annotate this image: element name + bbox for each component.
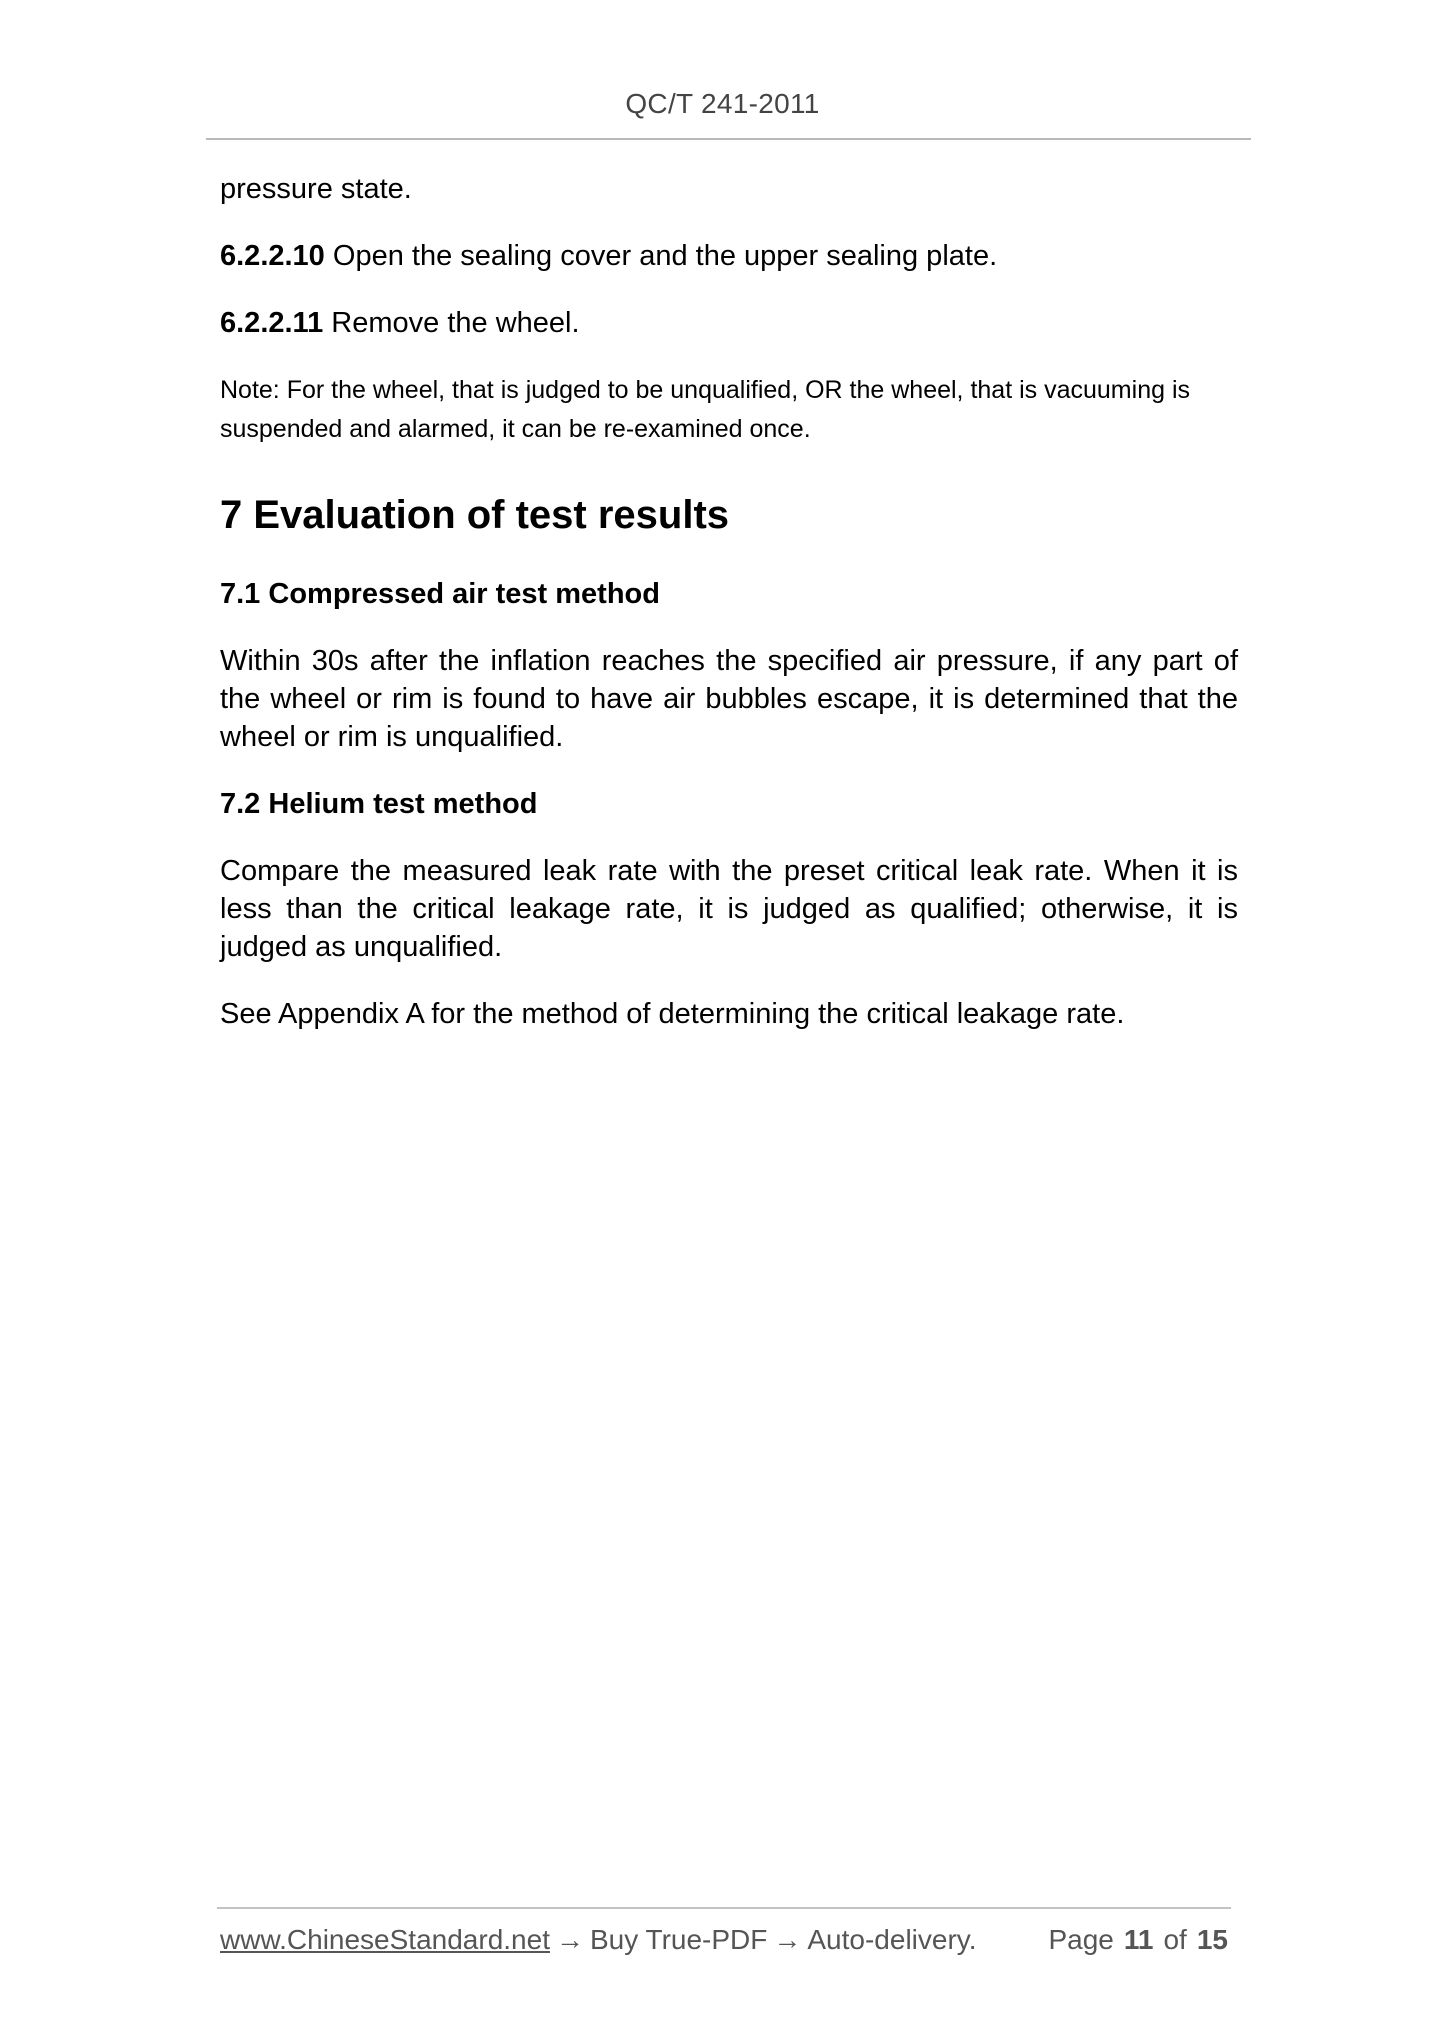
page-footer xyxy=(220,1924,1228,1964)
clause-number: 6.2.2.11 xyxy=(220,307,324,339)
buy-text: Buy True-PDF xyxy=(589,1924,768,1955)
page-of-label: of xyxy=(1163,1924,1187,1955)
arrow-right-icon: → xyxy=(773,1924,802,1955)
clause-6-2-2-10 xyxy=(220,237,1238,275)
note-paragraph: Note: For the wheel, that is judged to be unqualified, OR the wheel, that is vacuuming is suspended and alarmed, it can be re-examined once. xyxy=(220,376,1190,443)
footer-divider xyxy=(217,1907,1231,1909)
header-divider xyxy=(206,138,1251,140)
section-7-2-paragraph: Compare the measured leak rate with the preset critical leak rate. When it is less than the critical leakage rate, it is judged as qualified; otherwise, it is judged as unqualified. xyxy=(220,855,1238,963)
page-label: Page xyxy=(1048,1924,1114,1955)
clause-number: 6.2.2.10 xyxy=(220,240,325,272)
clause-6-2-2-11 xyxy=(220,304,1238,342)
footer-promo xyxy=(220,1924,976,1956)
site-link[interactable]: www.ChineseStandard.net xyxy=(220,1924,550,1955)
clause-text: Remove the wheel. xyxy=(331,307,580,339)
continuation-text: pressure state. xyxy=(220,173,412,205)
section-heading-7-2: 7.2 Helium test method xyxy=(220,788,538,820)
section-heading-7: 7 Evaluation of test results xyxy=(220,493,730,537)
appendix-reference-paragraph: See Appendix A for the method of determining the critical leakage rate. xyxy=(220,998,1125,1030)
delivery-text: Auto-delivery. xyxy=(807,1924,977,1955)
section-7-1-paragraph: Within 30s after the inflation reaches the specified air pressure, if any part of the wheel or rim is found to have air bubbles escape, it is determined that the wheel or rim is unqualified. xyxy=(220,645,1238,753)
document-code-header: QC/T 241-2011 xyxy=(625,88,820,119)
clause-text: Open the sealing cover and the upper sealing plate. xyxy=(332,240,998,272)
page-current: 11 xyxy=(1123,1924,1154,1955)
arrow-right-icon: → xyxy=(555,1924,584,1955)
page-content xyxy=(220,170,1238,1033)
page-total: 15 xyxy=(1196,1924,1228,1955)
page-number xyxy=(1048,1924,1228,1956)
section-heading-7-1: 7.1 Compressed air test method xyxy=(220,578,660,610)
